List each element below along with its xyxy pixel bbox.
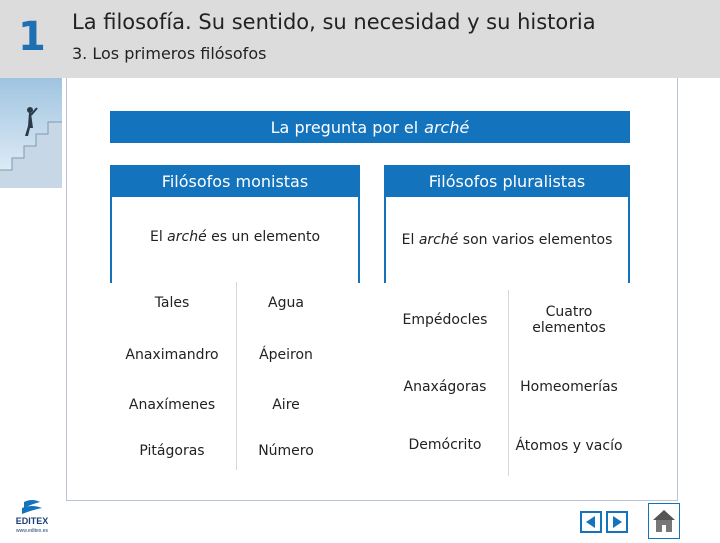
pluralista-philosopher: Empédocles xyxy=(402,312,488,328)
logo-url: www.editex.es xyxy=(16,528,48,534)
pluralista-arche: Homeomerías xyxy=(520,379,618,395)
next-button[interactable] xyxy=(606,511,628,533)
monista-arche: Agua xyxy=(268,295,304,311)
pluralistas-desc-suffix: son varios elementos xyxy=(462,232,613,248)
prev-button[interactable] xyxy=(580,511,602,533)
editex-logo xyxy=(10,498,54,534)
pluralista-philosopher: Anaxágoras xyxy=(403,379,487,395)
monistas-desc-prefix: El xyxy=(149,229,163,245)
monistas-desc-suffix: es un elemento xyxy=(211,229,321,245)
monista-philosopher: Tales xyxy=(154,295,190,311)
unit-number: 1 xyxy=(18,14,46,60)
monista-arche: Aire xyxy=(272,397,300,413)
arche-banner xyxy=(110,111,630,143)
pluralistas-desc-emphasis: arché xyxy=(418,232,459,248)
monistas-heading: Filósofos monistas xyxy=(110,165,360,197)
page-subtitle: 3. Los primeros filósofos xyxy=(72,44,267,63)
monista-philosopher: Anaxímenes xyxy=(128,397,216,413)
prev-arrow-icon xyxy=(582,513,600,531)
pluralista-philosopher: Demócrito xyxy=(408,437,482,453)
monista-philosopher: Anaximandro xyxy=(125,347,219,363)
pluralista-arche: Cuatro elementos xyxy=(532,304,606,336)
pluralistas-divider xyxy=(508,290,509,476)
home-button[interactable] xyxy=(648,503,680,539)
pluralistas-heading: Filósofos pluralistas xyxy=(384,165,630,197)
monista-arche: Ápeiron xyxy=(259,347,313,363)
monista-arche: Número xyxy=(258,443,314,459)
pluralistas-description xyxy=(384,232,630,248)
monistas-description xyxy=(110,229,360,245)
stairs-climber-image xyxy=(0,78,62,188)
page-title: La filosofía. Su sentido, su necesidad y su historia xyxy=(72,10,596,34)
banner-text: La pregunta por el xyxy=(270,117,419,137)
banner-emphasis: arché xyxy=(424,117,470,137)
home-icon xyxy=(649,504,679,538)
pluralistas-desc-prefix: El xyxy=(401,232,415,248)
monistas-divider xyxy=(236,282,237,470)
monistas-desc-emphasis: arché xyxy=(167,229,207,245)
next-arrow-icon xyxy=(608,513,626,531)
header-bar xyxy=(0,0,720,78)
logo-text: EDITEX xyxy=(15,516,49,526)
pluralista-arche: Átomos y vacío xyxy=(515,438,623,454)
monista-philosopher: Pitágoras xyxy=(139,443,205,459)
